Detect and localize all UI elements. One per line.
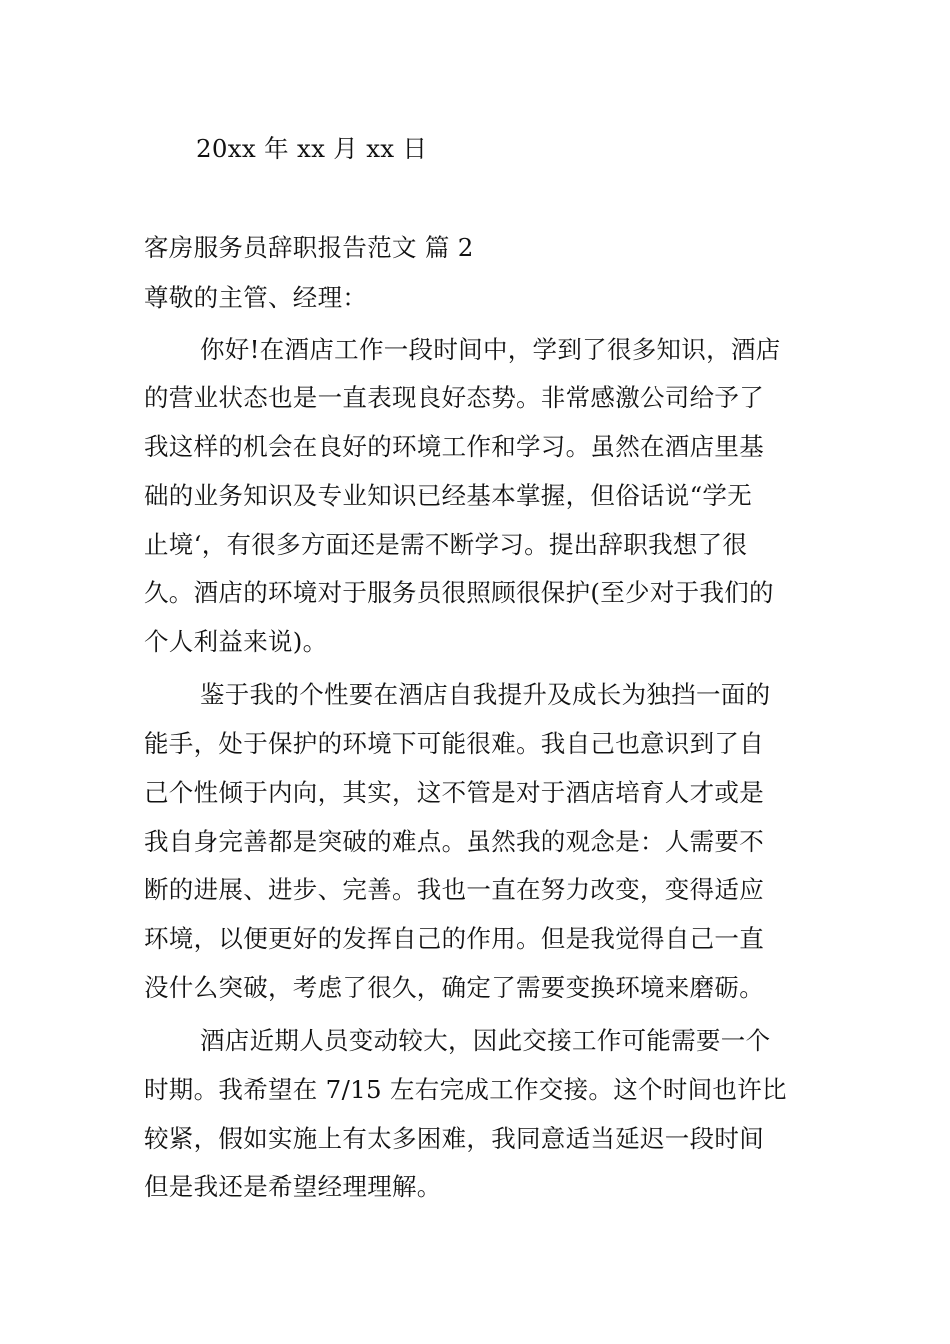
paragraph-2-line-2: 能手，处于保护的环境下可能很难。我自己也意识到了自	[144, 729, 764, 758]
paragraph-1-line-5: 止境‘，有很多方面还是需不断学习。提出辞职我想了很	[144, 530, 748, 559]
paragraph-3-line-4: 但是我还是希望经理理解。	[144, 1172, 442, 1201]
date-line: 20xx 年 xx 月 xx 日	[196, 134, 428, 163]
paragraph-1-line-7: 个人利益来说)。	[144, 627, 328, 656]
paragraph-2-line-3: 己个性倾于内向，其实，这不管是对于酒店培育人才或是	[144, 778, 764, 807]
paragraph-3-line-1: 酒店近期人员变动较大，因此交接工作可能需要一个	[200, 1026, 771, 1055]
paragraph-1-line-2: 的营业状态也是一直表现良好态势。非常感激公司给予了	[144, 383, 764, 412]
paragraph-1-line-1: 你好!在酒店工作一段时间中，学到了很多知识，酒店	[200, 335, 781, 364]
paragraph-1-line-3: 我这样的机会在良好的环境工作和学习。虽然在酒店里基	[144, 432, 764, 461]
paragraph-3-line-3: 较紧，假如实施上有太多困难，我同意适当延迟一段时间	[144, 1124, 764, 1153]
paragraph-1-line-4: 础的业务知识及专业知识已经基本掌握，但俗话说“学无	[144, 481, 753, 510]
document-title: 客房服务员辞职报告范文 篇 2	[144, 233, 474, 262]
paragraph-2-line-5: 断的进展、进步、完善。我也一直在努力改变，变得适应	[144, 875, 764, 904]
paragraph-2-line-4: 我自身完善都是突破的难点。虽然我的观念是：人需要不	[144, 827, 764, 856]
salutation: 尊敬的主管、经理：	[144, 283, 368, 312]
paragraph-2-line-6: 环境，以便更好的发挥自己的作用。但是我觉得自己一直	[144, 924, 764, 953]
paragraph-1-line-6: 久。酒店的环境对于服务员很照顾很保护(至少对于我们的	[144, 578, 774, 607]
paragraph-2-line-1: 鉴于我的个性要在酒店自我提升及成长为独挡一面的	[200, 680, 771, 709]
paragraph-3-line-2: 时期。我希望在 7/15 左右完成工作交接。这个时间也许比	[144, 1075, 787, 1104]
paragraph-2-line-7: 没什么突破，考虑了很久，确定了需要变换环境来磨砺。	[144, 973, 764, 1002]
